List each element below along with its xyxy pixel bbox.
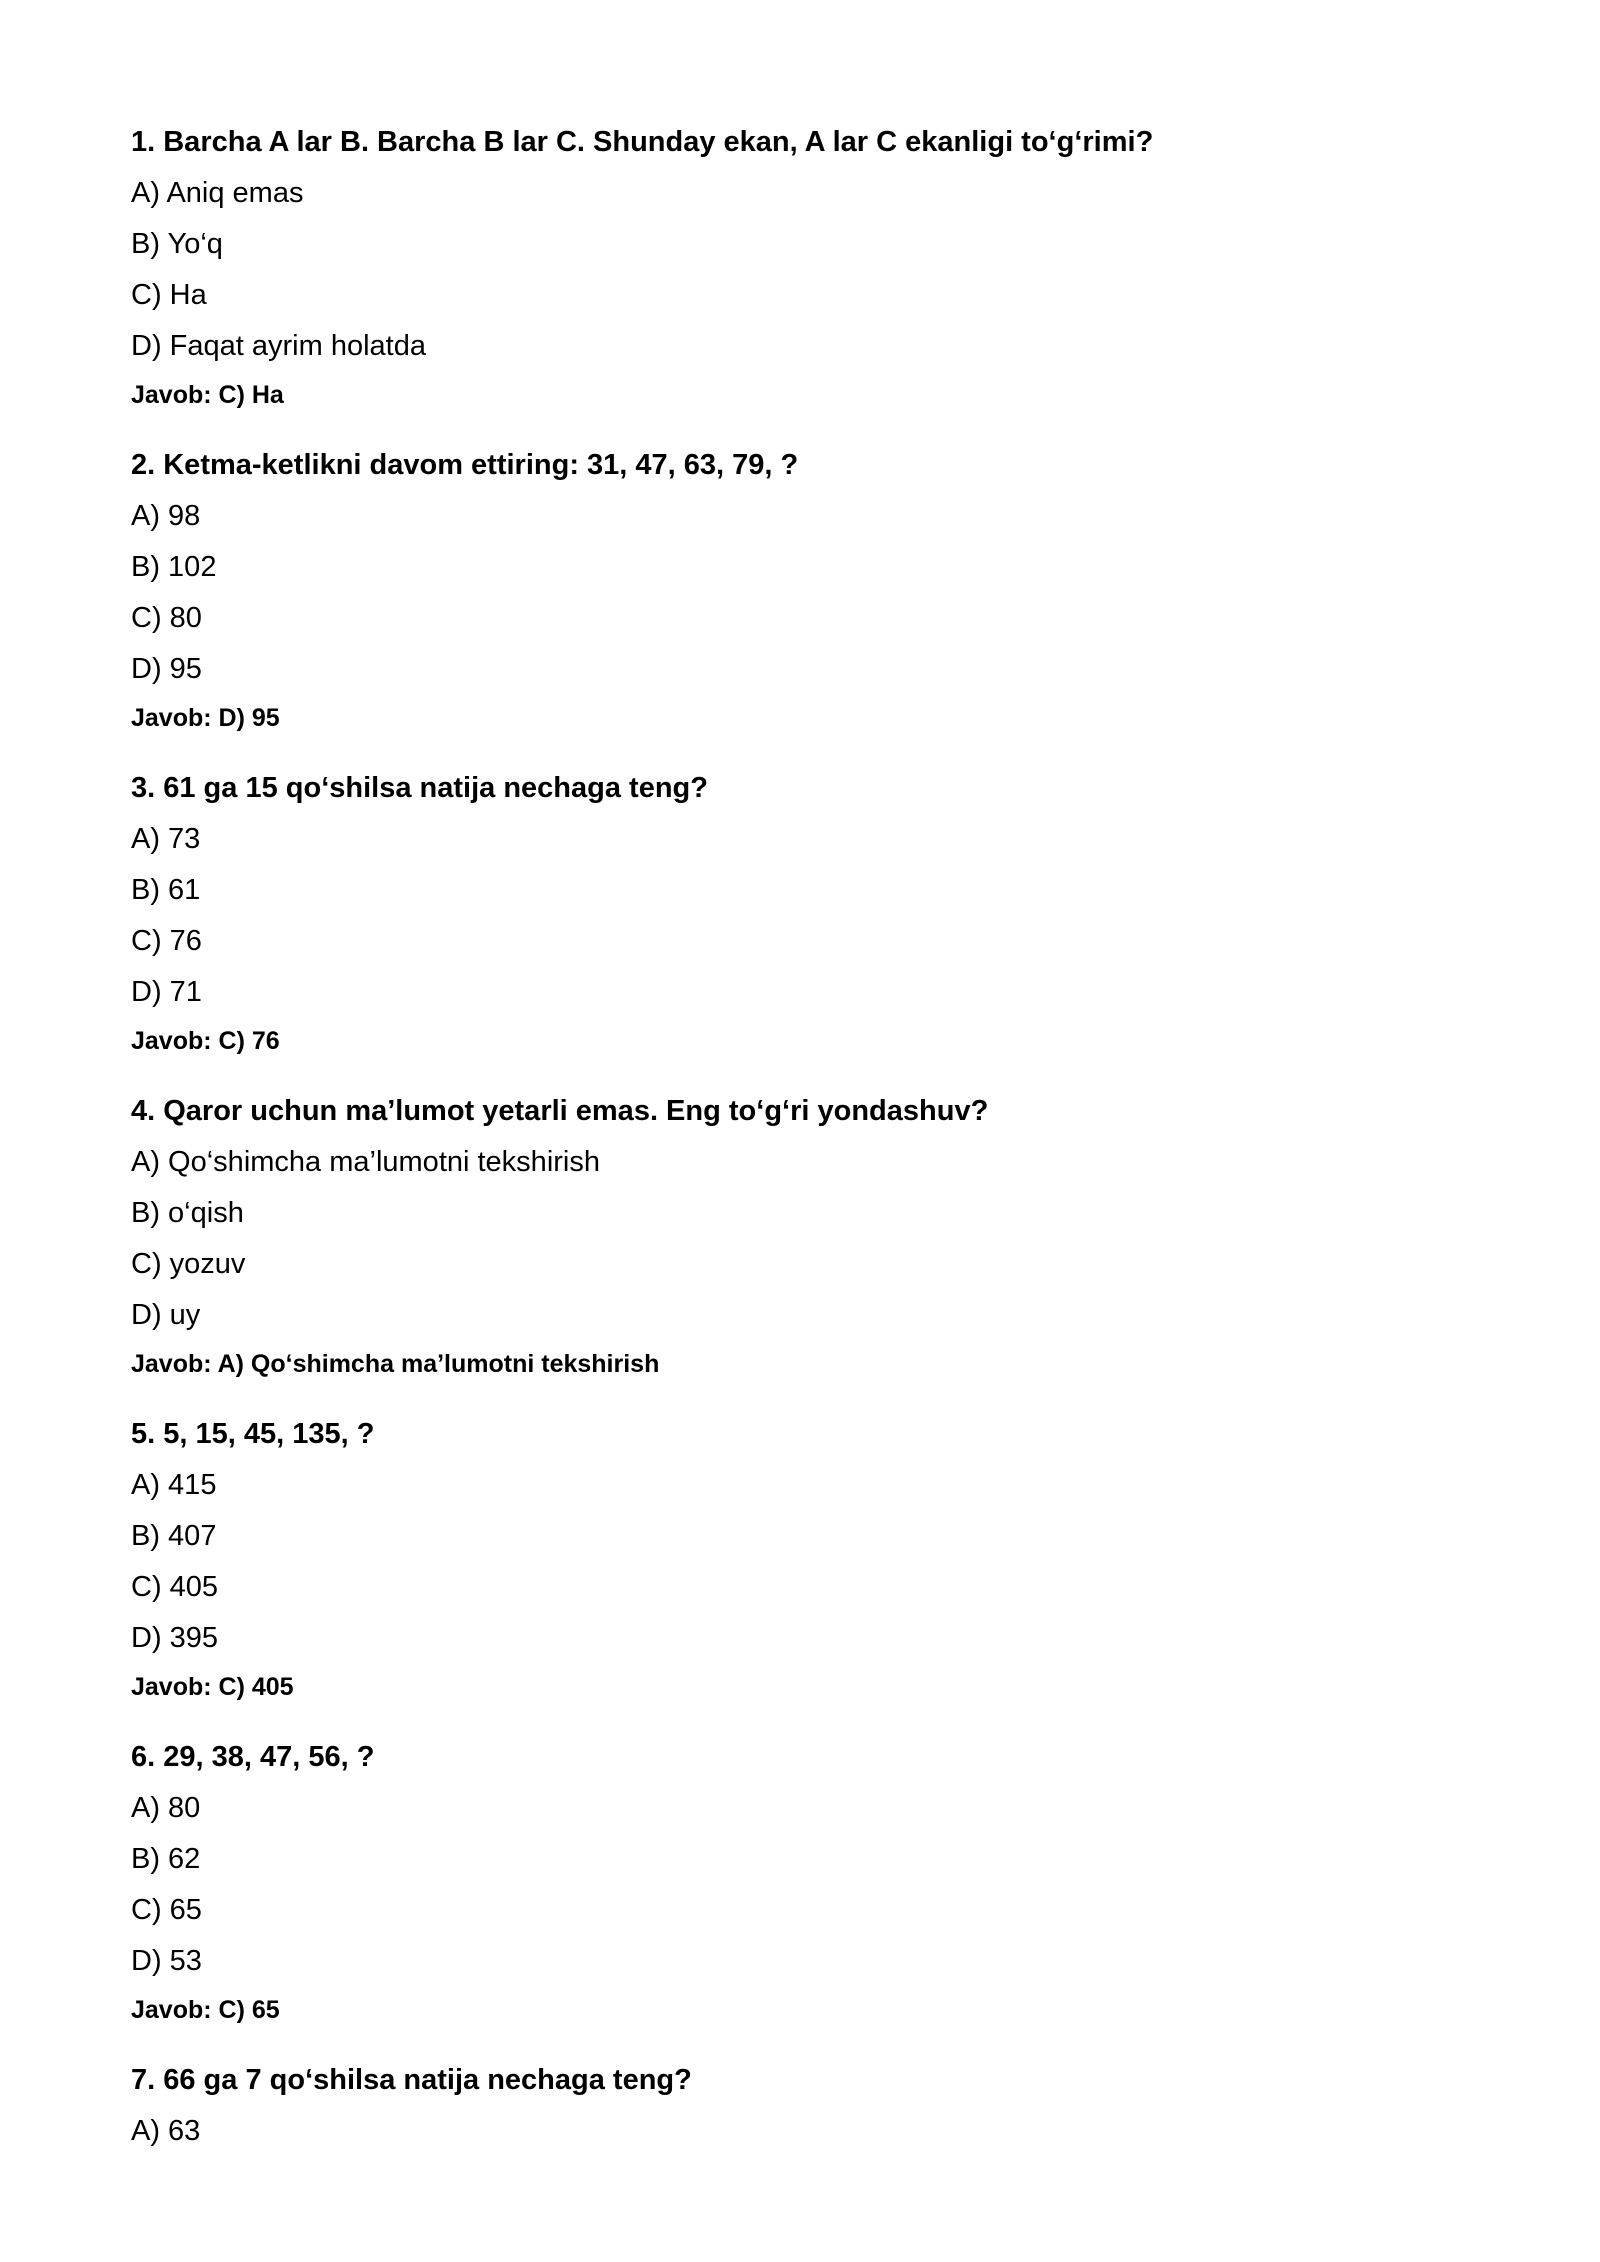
- option-b: B) 102: [131, 551, 217, 583]
- option-d: D) Faqat ayrim holatda: [131, 330, 426, 362]
- answer-line: Javob: C) Ha: [131, 381, 284, 409]
- option-d: D) uy: [131, 1299, 201, 1331]
- option-c: C) Ha: [131, 279, 207, 311]
- option-b: B) 61: [131, 874, 201, 906]
- question-5: [131, 1414, 1471, 1705]
- answer-line: Javob: C) 405: [131, 1673, 294, 1701]
- question-title: 3. 61 ga 15 qo‘shilsa natija nechaga teng?: [131, 772, 708, 804]
- option-b: B) 62: [131, 1843, 201, 1875]
- option-c: C) yozuv: [131, 1248, 246, 1280]
- question-6: [131, 1737, 1471, 2028]
- option-d: D) 71: [131, 976, 202, 1008]
- option-b: B) o‘qish: [131, 1197, 244, 1229]
- option-a: A) 73: [131, 823, 201, 855]
- option-b: B) 407: [131, 1520, 217, 1552]
- option-d: D) 53: [131, 1945, 202, 1977]
- question-1: [131, 122, 1471, 413]
- option-c: C) 405: [131, 1571, 219, 1603]
- option-a: A) 80: [131, 1792, 201, 1824]
- question-2: [131, 445, 1471, 736]
- question-7: [131, 2060, 1471, 2151]
- question-title: 2. Ketma-ketlikni davom ettiring: 31, 47, 63, 79, ?: [131, 449, 799, 481]
- option-a: A) Qo‘shimcha ma’lumotni tekshirish: [131, 1146, 600, 1178]
- question-title: 7. 66 ga 7 qo‘shilsa natija nechaga teng?: [131, 2064, 692, 2096]
- option-b: B) Yo‘q: [131, 228, 223, 260]
- option-d: D) 395: [131, 1622, 219, 1654]
- question-title: 4. Qaror uchun ma’lumot yetarli emas. Eng to‘g‘ri yondashuv?: [131, 1095, 989, 1127]
- question-title: 6. 29, 38, 47, 56, ?: [131, 1741, 375, 1773]
- option-a: A) 415: [131, 1469, 217, 1501]
- answer-line: Javob: C) 76: [131, 1027, 280, 1055]
- question-3: [131, 768, 1471, 1059]
- question-4: [131, 1091, 1471, 1382]
- option-c: C) 76: [131, 925, 202, 957]
- option-a: A) 63: [131, 2115, 201, 2147]
- option-c: C) 80: [131, 602, 202, 634]
- question-title: 1. Barcha A lar B. Barcha B lar C. Shunday ekan, A lar C ekanligi to‘g‘rimi?: [131, 126, 1154, 158]
- option-a: A) Aniq emas: [131, 177, 304, 209]
- option-d: D) 95: [131, 653, 202, 685]
- question-title: 5. 5, 15, 45, 135, ?: [131, 1418, 375, 1450]
- option-a: A) 98: [131, 500, 201, 532]
- option-c: C) 65: [131, 1894, 202, 1926]
- answer-line: Javob: C) 65: [131, 1996, 280, 2024]
- document-page: [131, 122, 1471, 2162]
- answer-line: Javob: A) Qo‘shimcha ma’lumotni tekshirish: [131, 1350, 660, 1378]
- answer-line: Javob: D) 95: [131, 704, 280, 732]
